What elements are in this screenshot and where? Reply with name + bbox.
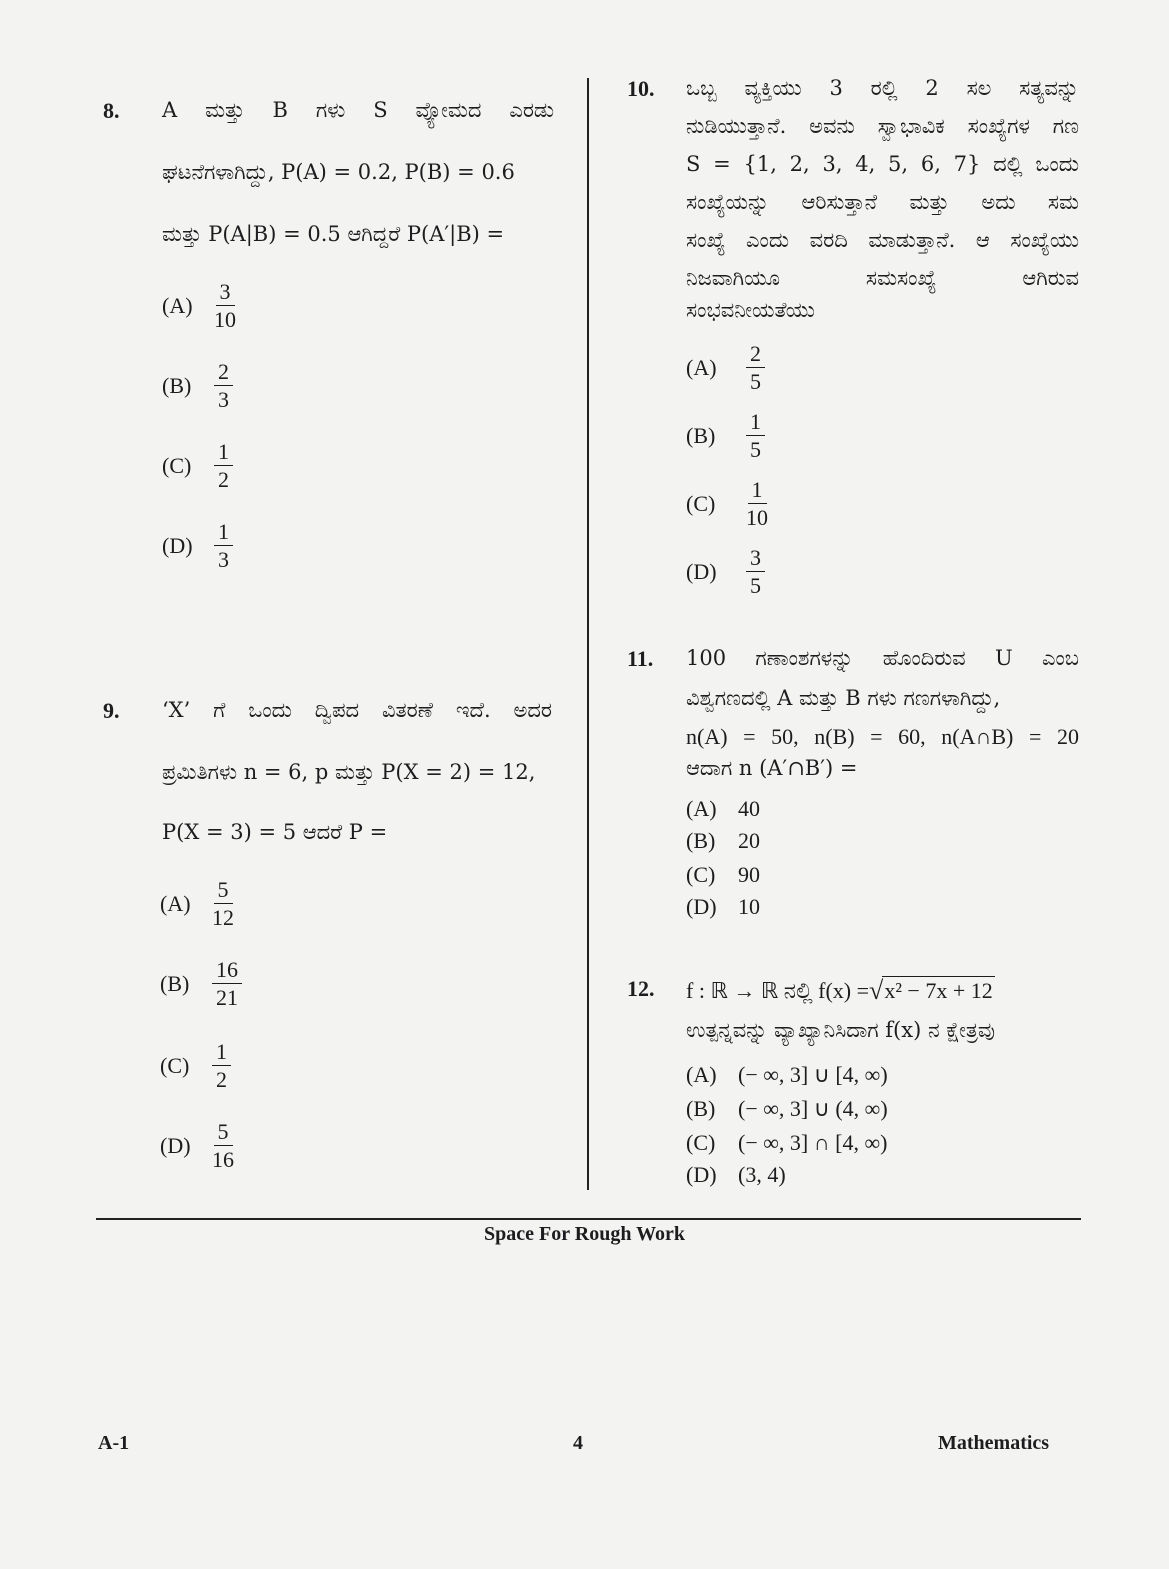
question-number: 10. — [627, 76, 655, 101]
option-d[interactable] — [686, 894, 760, 920]
option-label: (A) — [162, 292, 193, 318]
question-text-line: 100 ಗಣಾಂಶಗಳನ್ನು ಹೊಂದಿರುವ U ಎಂಬ — [686, 646, 1079, 670]
question-text-line: S = {1, 2, 3, 4, 5, 6, 7} ದಲ್ಲಿ ಒಂದು — [686, 152, 1079, 176]
booklet-code: A-1 — [98, 1432, 130, 1454]
question-text-line: ವಿಶ್ವಗಣದಲ್ಲಿ A ಮತ್ತು B ಗಳು ಗಣಗಳಾಗಿದ್ದು, — [686, 686, 1001, 710]
option-label: (A) — [686, 1062, 717, 1087]
denominator: 3 — [218, 547, 229, 573]
option-value: (− ∞, 3] ∪ (4, ∞) — [738, 1096, 888, 1121]
question-text-line — [686, 976, 995, 1004]
option-value: 90 — [738, 862, 760, 887]
option-d[interactable] — [162, 520, 233, 571]
option-label: (B) — [686, 828, 716, 853]
option-label: (A) — [160, 890, 191, 916]
option-label: (C) — [162, 452, 192, 478]
fraction — [746, 478, 768, 529]
option-d[interactable] — [160, 1120, 234, 1171]
fraction — [214, 520, 233, 571]
page-number: 4 — [573, 1432, 583, 1454]
fraction — [212, 1040, 231, 1091]
question-text-line: ಸಂಖ್ಯೆಯನ್ನು ಆರಿಸುತ್ತಾನೆ ಮತ್ತು ಅದು ಸಮ — [686, 190, 1079, 214]
fraction — [214, 440, 233, 491]
radicand: x² − 7x + 12 — [884, 978, 993, 1003]
option-value: 10 — [738, 894, 760, 919]
denominator: 3 — [218, 387, 229, 413]
denominator: 5 — [750, 369, 761, 395]
question-text-line: ಪ್ರಮಿತಿಗಳು n = 6, p ಮತ್ತು P(X = 2) = 12, — [162, 760, 536, 784]
question-number: 11. — [627, 646, 654, 671]
numerator: 5 — [214, 878, 233, 904]
numerator: 2 — [746, 342, 765, 368]
option-label: (A) — [686, 354, 717, 380]
question-text-line: ಒಬ್ಬ ವ್ಯಕ್ತಿಯು 3 ರಲ್ಲಿ 2 ಸಲ ಸತ್ಯವನ್ನು — [686, 76, 1079, 100]
subject-label: Mathematics — [938, 1432, 1050, 1454]
question-text-line: A ಮತ್ತು B ಗಳು S ವ್ಯೋಮದ ಎರಡು — [162, 98, 554, 122]
question-text-line: ನಿಜವಾಗಿಯೂ ಸಮಸಂಖ್ಯೆ ಆಗಿರುವ — [686, 266, 1079, 290]
option-value: (− ∞, 3] ∪ [4, ∞) — [738, 1062, 888, 1087]
option-b[interactable] — [160, 958, 242, 1009]
function-definition: f : ℝ → ℝ ನಲ್ಲಿ f(x) = — [686, 978, 870, 1003]
option-d[interactable] — [686, 546, 765, 597]
question-text-line: ಮತ್ತು P(A|B) = 0.5 ಆಗಿದ್ದರೆ P(A′|B) = — [162, 222, 505, 246]
numerator: 3 — [216, 280, 235, 306]
option-label: (C) — [686, 1130, 716, 1155]
option-c[interactable] — [686, 478, 768, 529]
numerator: 3 — [746, 546, 765, 572]
fraction — [746, 342, 765, 393]
option-label: (C) — [686, 862, 716, 887]
rough-work-label: Space For Rough Work — [484, 1223, 685, 1245]
option-a[interactable] — [160, 878, 234, 929]
denominator: 2 — [216, 1067, 227, 1093]
option-label: (D) — [686, 558, 717, 584]
option-label: (B) — [160, 970, 190, 996]
question-text-line: P(X = 3) = 5 ಆದರೆ P = — [162, 820, 388, 844]
option-b[interactable] — [686, 410, 765, 461]
option-label: (B) — [686, 422, 716, 448]
question-text-line: ಆದಾಗ n (A′∩B′) = — [686, 756, 858, 780]
sqrt-sign: √ — [869, 976, 884, 1005]
denominator: 16 — [212, 1147, 234, 1173]
option-c[interactable] — [686, 1130, 887, 1156]
numerator: 1 — [748, 478, 767, 504]
option-a[interactable] — [686, 342, 765, 393]
question-text-line: ಉತ್ಪನ್ನವನ್ನು ವ್ಯಾಖ್ಯಾನಿಸಿದಾಗ f(x) ನ ಕ್ಷೇತ್ರವು — [686, 1018, 996, 1042]
option-value: (− ∞, 3] ∩ [4, ∞) — [738, 1130, 888, 1155]
horizontal-rule — [96, 1218, 1081, 1220]
option-label: (C) — [686, 490, 716, 516]
option-label: (C) — [160, 1052, 190, 1078]
question-text-line: ಸಂಖ್ಯೆ ಎಂದು ವರದಿ ಮಾಡುತ್ತಾನೆ. ಆ ಸಂಖ್ಯೆಯು — [686, 228, 1079, 252]
question-text-line: n(A) = 50, n(B) = 60, n(A∩B) = 20 — [686, 724, 1079, 749]
option-label: (D) — [686, 894, 717, 919]
fraction — [746, 546, 765, 597]
fraction — [214, 280, 236, 331]
option-b[interactable] — [686, 1096, 888, 1122]
option-label: (B) — [162, 372, 192, 398]
option-label: (D) — [162, 532, 193, 558]
numerator: 1 — [214, 520, 233, 546]
question-text-line: ಸಂಭವನೀಯತೆಯು — [686, 298, 815, 322]
fraction — [212, 958, 242, 1009]
fraction — [746, 410, 765, 461]
option-label: (B) — [686, 1096, 716, 1121]
numerator: 1 — [746, 410, 765, 436]
option-c[interactable] — [160, 1040, 231, 1091]
option-a[interactable] — [162, 280, 236, 331]
fraction — [214, 360, 233, 411]
option-b[interactable] — [686, 828, 760, 854]
option-a[interactable] — [686, 1062, 888, 1088]
denominator: 10 — [746, 505, 768, 531]
option-value: 20 — [738, 828, 760, 853]
option-label: (D) — [160, 1132, 191, 1158]
numerator: 16 — [212, 958, 242, 984]
question-number: 9. — [103, 698, 120, 723]
denominator: 2 — [218, 467, 229, 493]
question-text-line: ‘X’ ಗೆ ಒಂದು ದ್ವಿಪದ ವಿತರಣೆ ಇದೆ. ಅದರ — [162, 698, 552, 722]
denominator: 5 — [750, 573, 761, 599]
question-text-line: ನುಡಿಯುತ್ತಾನೆ. ಅವನು ಸ್ವಾಭಾವಿಕ ಸಂಖ್ಯೆಗಳ ಗಣ — [686, 114, 1079, 138]
denominator: 21 — [216, 985, 238, 1011]
option-a[interactable] — [686, 796, 760, 822]
option-value: (3, 4) — [738, 1162, 786, 1187]
denominator: 12 — [212, 905, 234, 931]
question-text-line: ಘಟನೆಗಳಾಗಿದ್ದು, P(A) = 0.2, P(B) = 0.6 — [162, 160, 515, 184]
numerator: 1 — [212, 1040, 231, 1066]
numerator: 2 — [214, 360, 233, 386]
option-value: 40 — [738, 796, 760, 821]
option-d[interactable] — [686, 1162, 786, 1188]
numerator: 5 — [214, 1120, 233, 1146]
denominator: 5 — [750, 437, 761, 463]
numerator: 1 — [214, 440, 233, 466]
question-number: 8. — [103, 98, 120, 123]
option-label: (D) — [686, 1162, 717, 1187]
option-label: (A) — [686, 796, 717, 821]
question-number: 12. — [627, 976, 655, 1001]
option-b[interactable] — [162, 360, 233, 411]
fraction — [212, 1120, 234, 1171]
column-divider — [587, 78, 589, 1190]
fraction — [212, 878, 234, 929]
option-c[interactable] — [686, 862, 760, 888]
denominator: 10 — [214, 307, 236, 333]
option-c[interactable] — [162, 440, 233, 491]
